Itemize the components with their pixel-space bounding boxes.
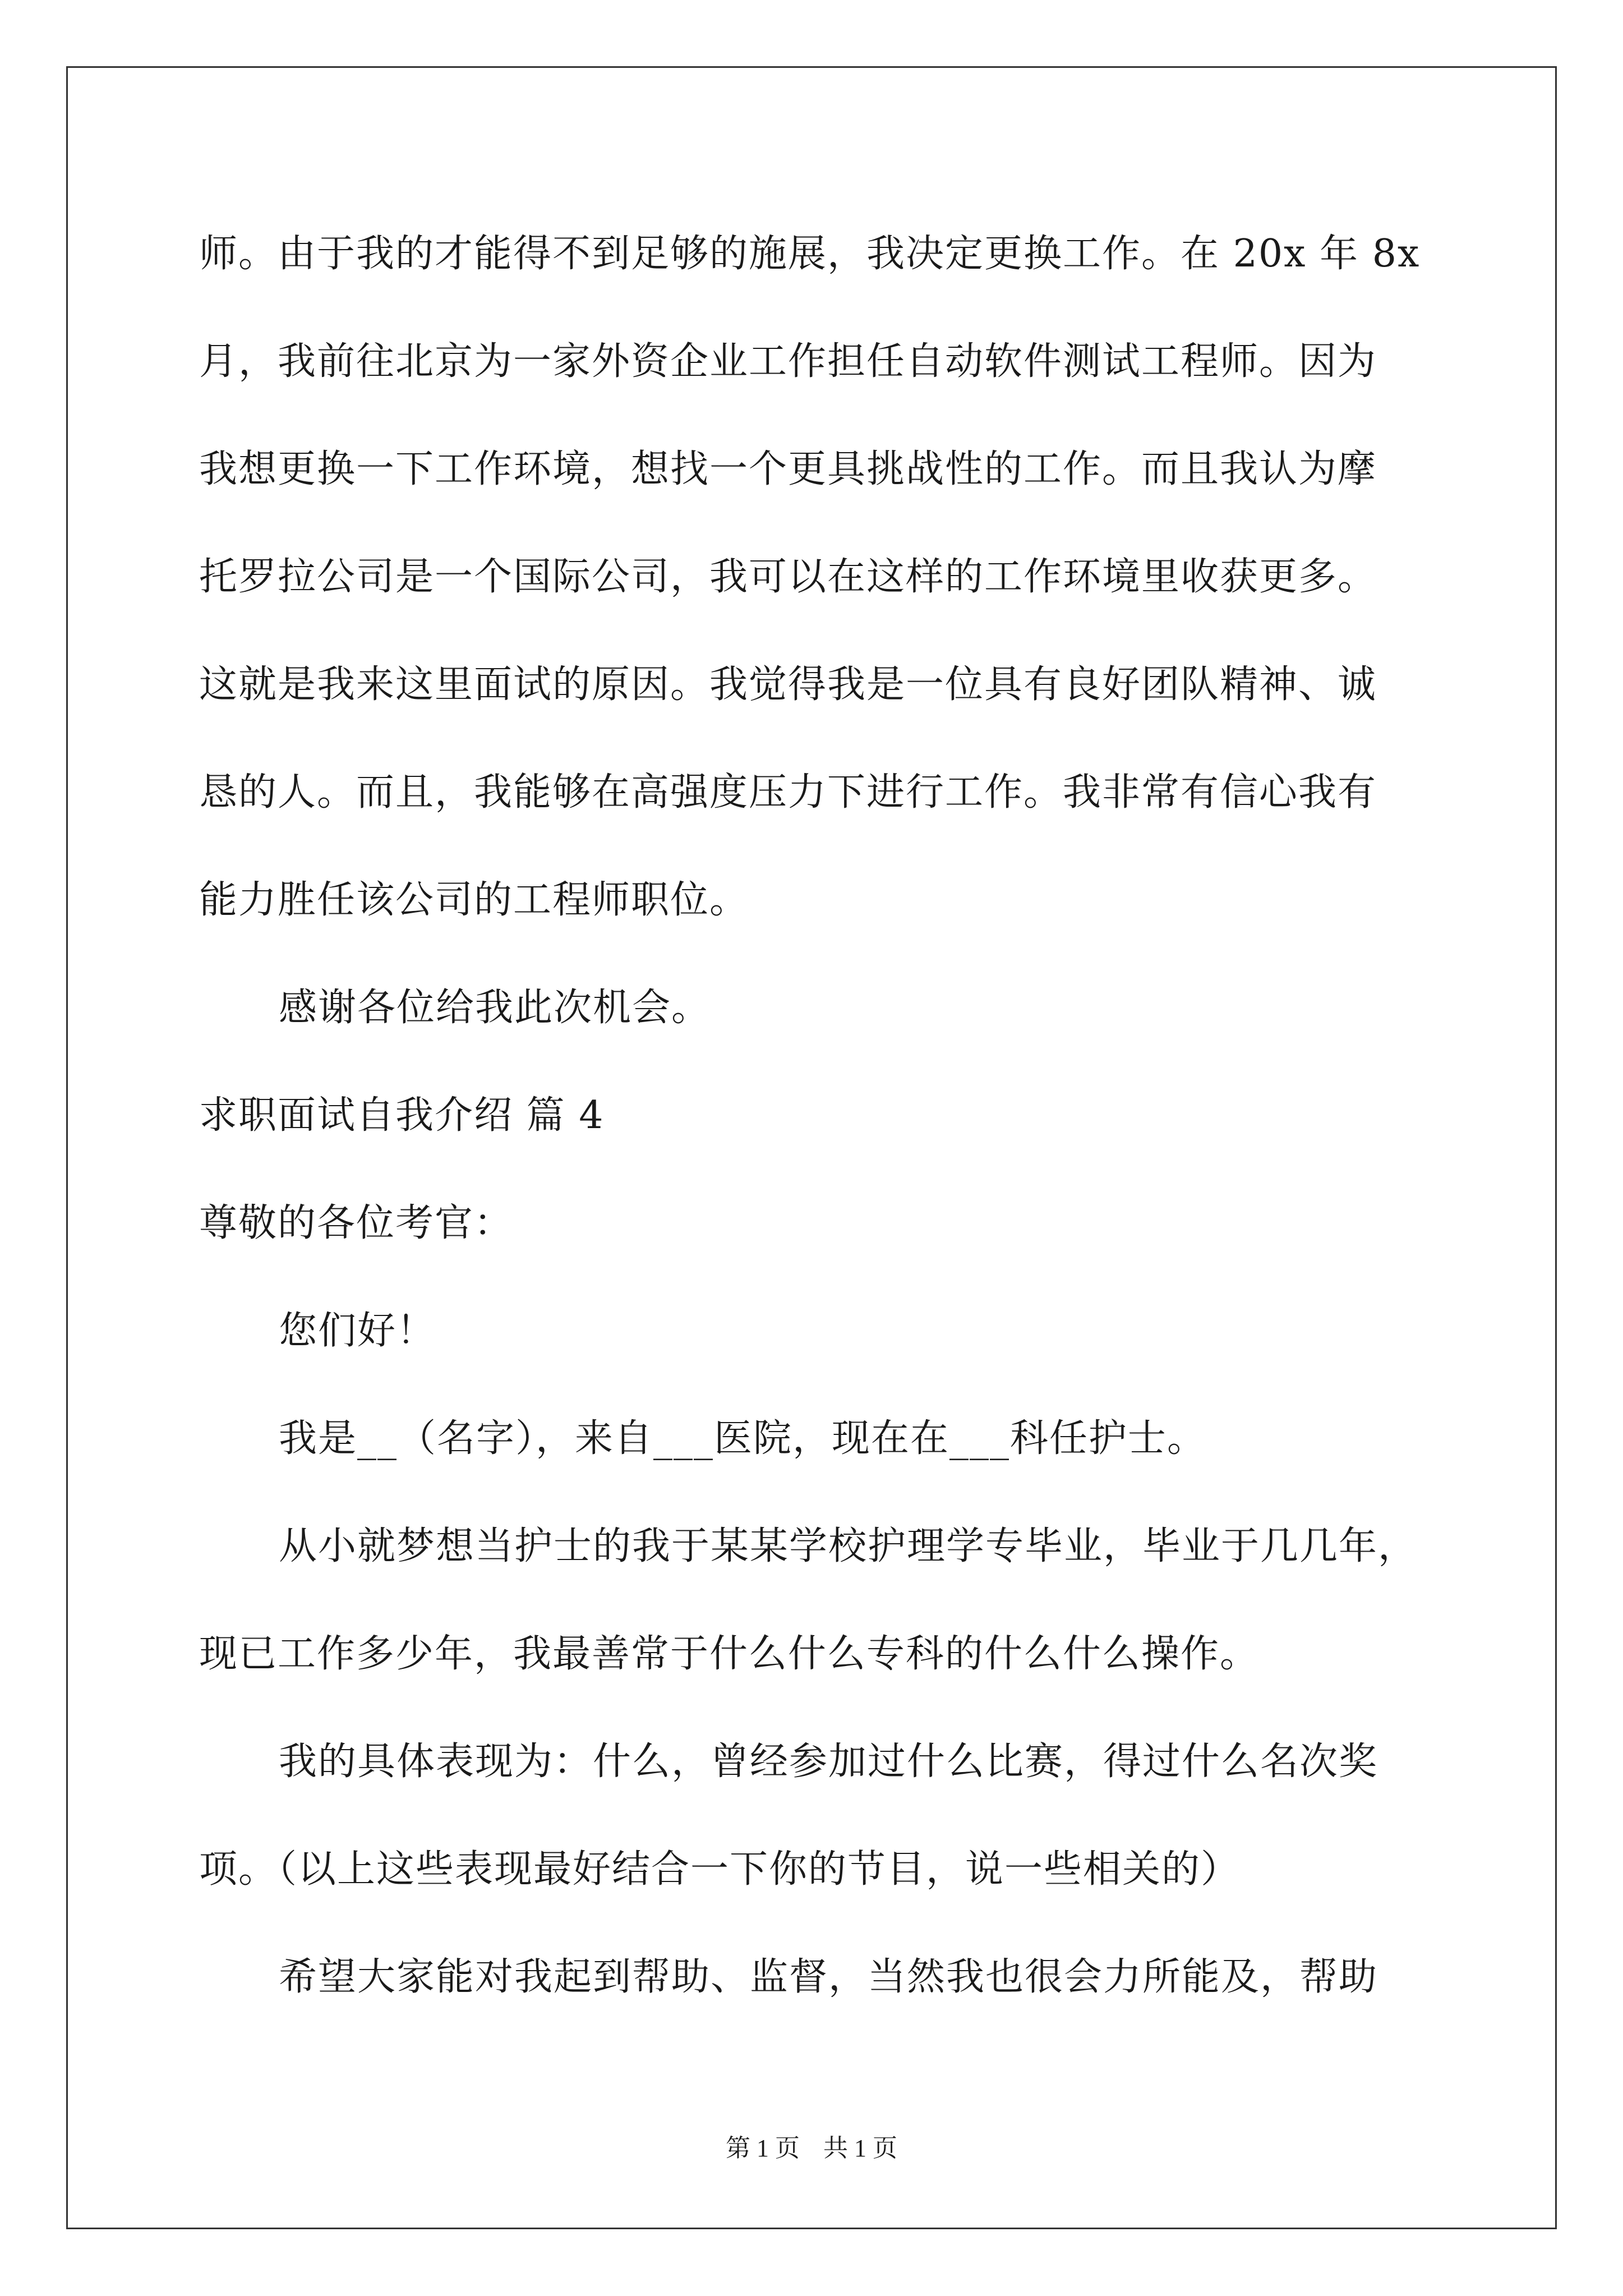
- paragraph-line: 师。由于我的才能得不到足够的施展，我决定更换工作。在 20x 年 8x: [199, 232, 1421, 276]
- page-number: 第 1 页: [726, 2134, 800, 2162]
- paragraph-line: 月，我前往北京为一家外资企业工作担任自动软件测试工程师。因为: [199, 339, 1377, 384]
- paragraph-line: 我想更换一下工作环境，想找一个更具挑战性的工作。而且我认为摩: [199, 447, 1377, 491]
- paragraph-line: 恳的人。而且，我能够在高强度压力下进行工作。我非常有信心我有: [199, 770, 1377, 815]
- paragraph-line: 托罗拉公司是一个国际公司，我可以在这样的工作环境里收获更多。: [199, 555, 1377, 599]
- paragraph-line: 从小就梦想当护士的我于某某学校护理学专毕业，毕业于几几年，: [279, 1524, 1418, 1568]
- section-heading: 求职面试自我介绍 篇 4: [199, 1093, 605, 1138]
- page-total: 共 1 页: [823, 2134, 897, 2162]
- paragraph-line: 现已工作多少年，我最善常于什么什么专科的什么什么操作。: [199, 1632, 1260, 1676]
- salutation: 尊敬的各位考官：: [199, 1201, 514, 1245]
- paragraph-line: 感谢各位给我此次机会。: [279, 986, 711, 1030]
- paragraph-line: 我的具体表现为：什么，曾经参加过什么比赛，得过什么名次奖: [279, 1740, 1378, 1784]
- document-body: [199, 227, 1467, 2058]
- greeting: 您们好！: [279, 1309, 436, 1353]
- paragraph-line: 能力胜任该公司的工程师职位。: [199, 878, 749, 922]
- page-footer: [0, 2132, 1623, 2165]
- paragraph-line: 项。（以上这些表现最好结合一下你的节目，说一些相关的）: [199, 1847, 1241, 1892]
- paragraph-line: 这就是我来这里面试的原因。我觉得我是一位具有良好团队精神、诚: [199, 662, 1377, 707]
- paragraph-line: 我是__（名字），来自___医院，现在在___科任护士。: [279, 1416, 1207, 1461]
- paragraph-line: 希望大家能对我起到帮助、监督，当然我也很会力所能及，帮助: [279, 1955, 1378, 1999]
